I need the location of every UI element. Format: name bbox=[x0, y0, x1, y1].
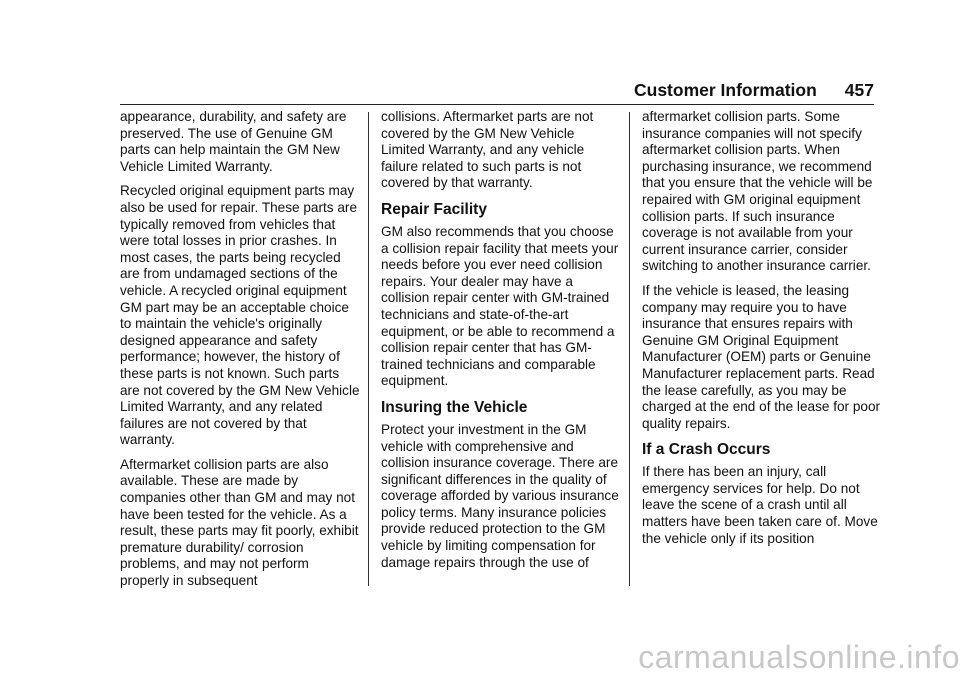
paragraph: Protect your investment in the GM vehicle with comprehensive and collision insurance coverage. There are significant differences in the quality of coverage afforded by various insurance policy terms. Many insurance policies provide reduced protection to the GM vehicle by limiting compensation for damage repairs through the use of bbox=[381, 421, 619, 570]
paragraph: aftermarket collision parts. Some insurance companies will not specify aftermarket collision parts. When purchasing insurance, we recommend that you ensure that the vehicle will be repaired with GM original equipment collision parts. If such insurance coverage is not available from your current insurance carrier, consider switching to another insurance carrier. bbox=[642, 109, 873, 274]
paragraph: GM also recommends that you choose a collision repair facility that meets your needs before you ever need collision repairs. Your dealer may have a collision repair center with GM-trained technicians and state-of-the-art equipment, or be able to recommend a collision repair center that has GM-trained technicians and comparable equipment. bbox=[381, 223, 619, 389]
header-rule bbox=[120, 104, 874, 105]
paragraph: appearance, durability, and safety are preserved. The use of Genuine GM parts can help maintain the GM New Vehicle Limited Warranty. bbox=[120, 109, 347, 174]
text-column-2 bbox=[381, 109, 621, 579]
page-number: 457 bbox=[844, 80, 874, 100]
page-header bbox=[120, 80, 874, 104]
text-column-1 bbox=[120, 109, 360, 598]
paragraph: Recycled original equipment parts may also be used for repair. These parts are typically removed from vehicles that were total losses in prior crashes. In most cases, the parts being recycled are from undamaged sections of the vehicle. A recycled original equipment GM part may be an acceptable choice to maintain the vehicle's originally designed appearance and safety performance; however, the history of these parts is not known. Such parts are not covered by the GM New Vehicle Limited Warranty, and any related failures are not covered by that warranty. bbox=[120, 183, 360, 448]
text-column-3 bbox=[642, 109, 882, 555]
paragraph: collisions. Aftermarket parts are not covered by the GM New Vehicle Limited Warranty, and any vehicle failure related to such parts is not covered by that warranty. bbox=[381, 109, 594, 191]
heading-repair-facility: Repair Facility bbox=[381, 200, 487, 218]
paragraph: Aftermarket collision parts are also available. These are made by companies other than GM and may not have been tested for the vehicle. As a result, these parts may fit poorly, exhibit premature durability/ corrosion problems, and may not perform properly in subsequent bbox=[120, 456, 359, 589]
watermark: carmanualsonline.info bbox=[638, 639, 960, 675]
heading-insuring-vehicle: Insuring the Vehicle bbox=[381, 398, 528, 416]
paragraph: If the vehicle is leased, the leasing company may require you to have insurance that ensures repairs with Genuine GM Original Equipment Manufacturer (OEM) parts or Genuine Manufacturer replacement parts. Read the lease carefully, as you may be charged at the end of the lease for poor quality repairs. bbox=[642, 282, 881, 431]
section-title: Customer Information bbox=[634, 80, 817, 100]
column-divider bbox=[368, 112, 369, 586]
column-divider bbox=[629, 112, 630, 586]
paragraph: If there has been an injury, call emergency services for help. Do not leave the scene of a crash until all matters have been taken care of. Move the vehicle only if its position bbox=[642, 464, 878, 546]
heading-crash-occurs: If a Crash Occurs bbox=[642, 441, 771, 459]
